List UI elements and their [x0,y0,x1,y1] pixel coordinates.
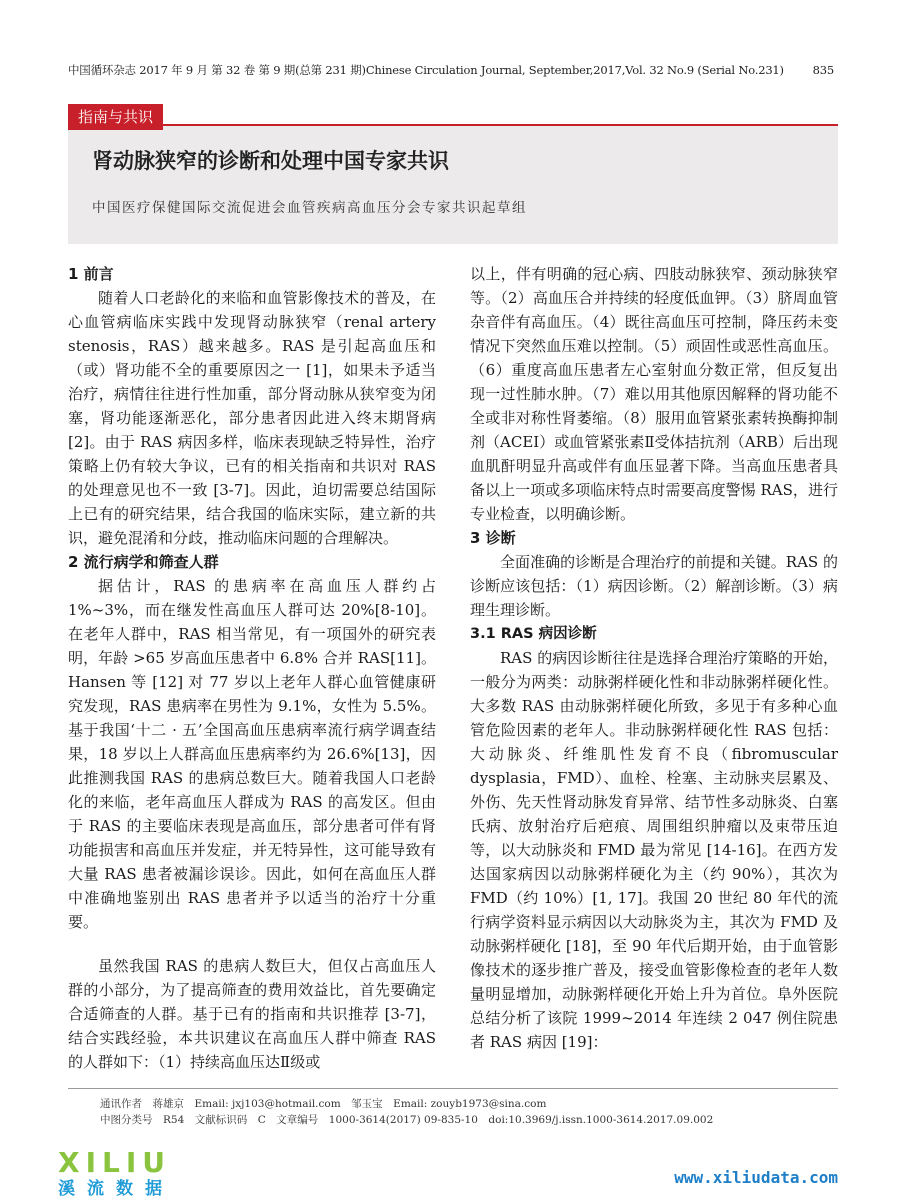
corresponding-author-line: 通讯作者 蒋雄京 Email: jxj103@hotmail.com 邹玉宝 Email: zouyb1973@sina.com [100,1098,547,1110]
classification-line: 中图分类号 R54 文献标识码 C 文章编号 1000-3614(2017) 09-835-10 doi:10.3969/j.issn.1000-3614.2017.09.002 [100,1114,714,1126]
subsection-heading-etiology: 3.1 RAS 病因诊断 [470,626,597,642]
paragraph: 以上，伴有明确的冠心病、四肢动脉狭窄、颈动脉狭窄等。（2）高血压合并持续的轻度低血钾。（3）脐周血管杂音伴有高血压。（4）既往高血压可控制，降压药未变情况下突然血压难以控制。（5）顽固性或恶性高血压。（6）重度高血压患者左心室射血分数正常，但反复出现一过性肺水肿。（7）难以用其他原因解释的肾功能不全或非对称性肾萎缩。（8）服用血管紧张素转换酶抑制剂（ACEI）或血管紧张素Ⅱ受体拮抗剂（ARB）后出现血肌酐明显升高或伴有血压显著下降。当高血压患者具备以上一项或多项临床特点时需要高度警惕 RAS，进行专业检查，以明确诊断。 [470,265,838,523]
page-number: 835 [812,63,834,77]
title-box [68,124,838,244]
author-group: 中国医疗保健国际交流促进会血管疾病高血压分会专家共识起草组 [92,200,527,216]
paragraph: RAS 的病因诊断往往是选择合理治疗策略的开始，一般分为两类：动脉粥样硬化性和非动脉粥样硬化性。大多数 RAS 由动脉粥样硬化所致，多见于有多种心血管危险因素的老年人。非动脉粥样硬化性 RAS 包括：大动脉炎、纤维肌性发育不良（fibromuscular dysplasia，FMD）、血栓、栓塞、主动脉夹层累及、外伤、先天性肾动脉发育异常、结节性多动脉炎、白塞氏病、放射治疗后疤痕、周围组织肿瘤以及束带压迫等，以大动脉炎和 FMD 最为常见 [14-16]。在西方发达国家病因以动脉粥样硬化为主（约 90%），其次为 FMD（约 10%）[1, 17]。我国 20 世纪 80 年代的流行病学资料显示病因以大动脉炎为主，其次为 FMD 及动脉粥样硬化 [18]，至 90 年代后期开始，由于血管影像技术的逐步推广普及，接受血管影像检查的老年人数量明显增加，动脉粥样硬化开始上升为首位。阜外医院总结分析了该院 1999~2014 年连续 2 047 例住院患者 RAS 病因 [19]： [470,649,838,1051]
paragraph: 随着人口老龄化的来临和血管影像技术的普及，在心血管病临床实践中发现肾动脉狭窄（renal artery stenosis，RAS）越来越多。RAS 是引起高血压和（或）肾功能不全的重要原因之一 [1]，如果未予适当治疗，病情往往进行性加重，部分肾动脉从狭窄变为闭塞，肾功能逐渐恶化，部分患者因此进入终末期肾病 [2]。由于 RAS 病因多样，临床表现缺乏特异性，治疗策略上仍有较大争议，已有的相关指南和共识对 RAS 的处理意见也不一致 [3-7]。因此，迫切需要总结国际上已有的研究结果，结合我国的临床实际，建立新的共识，避免混淆和分歧，推动临床问题的合理解决。 [68,289,436,547]
body-columns [68,262,838,1074]
xiliu-logo [58,1148,198,1200]
paragraph: 虽然我国 RAS 的患病人数巨大，但仅占高血压人群的小部分，为了提高筛查的费用效益比，首先要确定合适筛查的人群。基于已有的指南和共识推荐 [3-7]，结合实践经验，本共识建议在高血压人群中筛查 RAS 的人群如下：（1）持续高血压达Ⅱ级或 [68,957,436,1071]
journal-citation-line: 中国循环杂志 2017 年 9 月 第 32 卷 第 9 期(总第 231 期)Chinese Circulation Journal, September,2017,Vol. 32 No.9 (Serial No.231) [68,63,784,77]
section-heading-epidemiology: 2 流行病学和筛查人群 [68,553,219,571]
footnote [100,1096,713,1128]
running-header [68,62,834,78]
logo-chinese-name: 溪流数据 [58,1179,174,1199]
paragraph-spacer [68,934,436,954]
left-column [68,262,436,1074]
section-tag: 指南与共识 [68,104,163,130]
paragraph: 全面准确的诊断是合理治疗的前提和关键。RAS 的诊断应该包括：（1）病因诊断。（2）解剖诊断。（3）病理生理诊断。 [470,553,838,619]
article-title: 肾动脉狭窄的诊断和处理中国专家共识 [92,149,449,173]
paragraph: 据估计，RAS 的患病率在高血压人群约占1%~3%，而在继发性高血压人群可达 20%[8-10]。在老年人群中，RAS 相当常见，有一项国外的研究表明，年龄 >65 岁高血压患者中 6.8% 合并 RAS[11]。Hansen 等 [12] 对 77 岁以上老年人群心血管健康研究发现，RAS 患病率在男性为 9.1%，女性为 5.5%。基于我国‘十二 · 五’全国高血压患病率流行病学调查结果，18 岁以上人群高血压患病率约为 26.6%[13]，因此推测我国 RAS 的患病总数巨大。随着我国人口老龄化的来临，老年高血压人群成为 RAS 的高发区。但由于 RAS 的主要临床表现是高血压，部分患者可伴有肾功能损害和高血压并发症，并无特异性，这可能导致有大量 RAS 患者被漏诊误诊。因此，如何在高血压人群中准确地鉴别出 RAS 患者并予以适当的治疗十分重要。 [68,577,436,931]
section-heading-diagnosis: 3 诊断 [470,529,516,547]
footnote-divider [68,1088,838,1089]
website-link[interactable]: www.xiliudata.com [674,1168,838,1187]
right-column [470,262,838,1074]
section-heading-intro: 1 前言 [68,265,114,283]
logo-wordmark: XILIU [58,1146,172,1179]
